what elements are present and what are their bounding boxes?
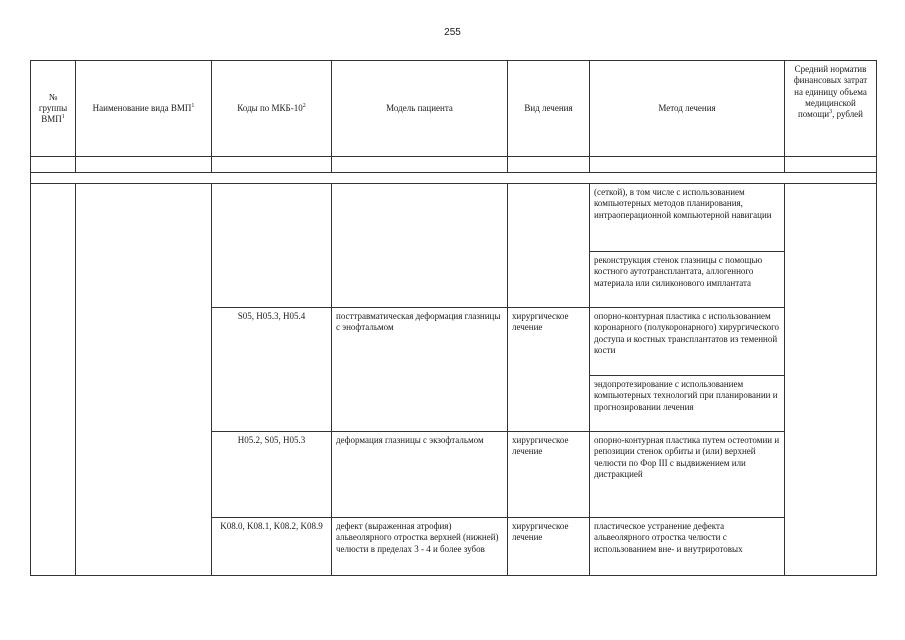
cell-model-empty bbox=[332, 184, 508, 308]
header-spacer-row bbox=[31, 157, 877, 173]
cell-method: (сеткой), в том числе с использованием компьютерных методов планирования, интраоперационной компьютерной навигации bbox=[590, 184, 785, 252]
page-number: 255 bbox=[444, 27, 461, 38]
header-group-no: № группы ВМП$^1$ bbox=[31, 61, 76, 157]
cell-method: пластическое устранение дефекта альвеолярного отростка челюсти с использованием вне- и внутриротовых bbox=[590, 518, 785, 576]
cell-codes: K08.0, K08.1, K08.2, K08.9 bbox=[212, 518, 332, 576]
cell-group-no bbox=[31, 184, 76, 576]
header-treatment-type: Вид лечения bbox=[508, 61, 590, 157]
vmp-table bbox=[30, 60, 877, 576]
header-normative: Средний норматив финансовых затрат на единицу объема медицинской помощи$^3$, рублей bbox=[785, 61, 877, 157]
gap-row bbox=[31, 173, 877, 184]
cell-method: опорно-контурная пластика путем остеотомии и репозиции стенок орбиты и (или) верхней челюсти по Фор III с выдвижением или дистракцией bbox=[590, 432, 785, 518]
cell-model: дефект (выраженная атрофия) альвеолярного отростка верхней (нижней) челюсти в пределах 3 - 4 и более зубов bbox=[332, 518, 508, 576]
cell-model: посттравматическая деформация глазницы с энофтальмом bbox=[332, 308, 508, 432]
header-row bbox=[31, 61, 877, 157]
header-model: Модель пациента bbox=[332, 61, 508, 157]
cell-treatment-empty bbox=[508, 184, 590, 308]
cell-method: реконструкция стенок глазницы с помощью костного аутотрансплантата, аллогенного материала или силиконового имплантата bbox=[590, 252, 785, 308]
header-codes: Коды по МКБ-$10^2$ bbox=[212, 61, 332, 157]
cell-method: эндопротезирование с использованием компьютерных технологий при планировании и прогнозировании лечения bbox=[590, 376, 785, 432]
cell-treatment: хирургическое лечение bbox=[508, 308, 590, 432]
header-method: Метод лечения bbox=[590, 61, 785, 157]
cell-codes-empty bbox=[212, 184, 332, 308]
cell-codes: H05.2, S05, H05.3 bbox=[212, 432, 332, 518]
cell-normative bbox=[785, 184, 877, 576]
cell-model: деформация глазницы с экзофтальмом bbox=[332, 432, 508, 518]
cell-treatment: хирургическое лечение bbox=[508, 518, 590, 576]
cell-treatment: хирургическое лечение bbox=[508, 432, 590, 518]
cell-codes: S05, H05.3, H05.4 bbox=[212, 308, 332, 432]
cell-method: опорно-контурная пластика с использованием коронарного (полукоронарного) хирургического доступа и костных трансплантатов из теменной кости bbox=[590, 308, 785, 376]
header-name: Наименование вида ВМП$^1$ bbox=[76, 61, 212, 157]
table-row bbox=[31, 184, 877, 252]
cell-name bbox=[76, 184, 212, 576]
